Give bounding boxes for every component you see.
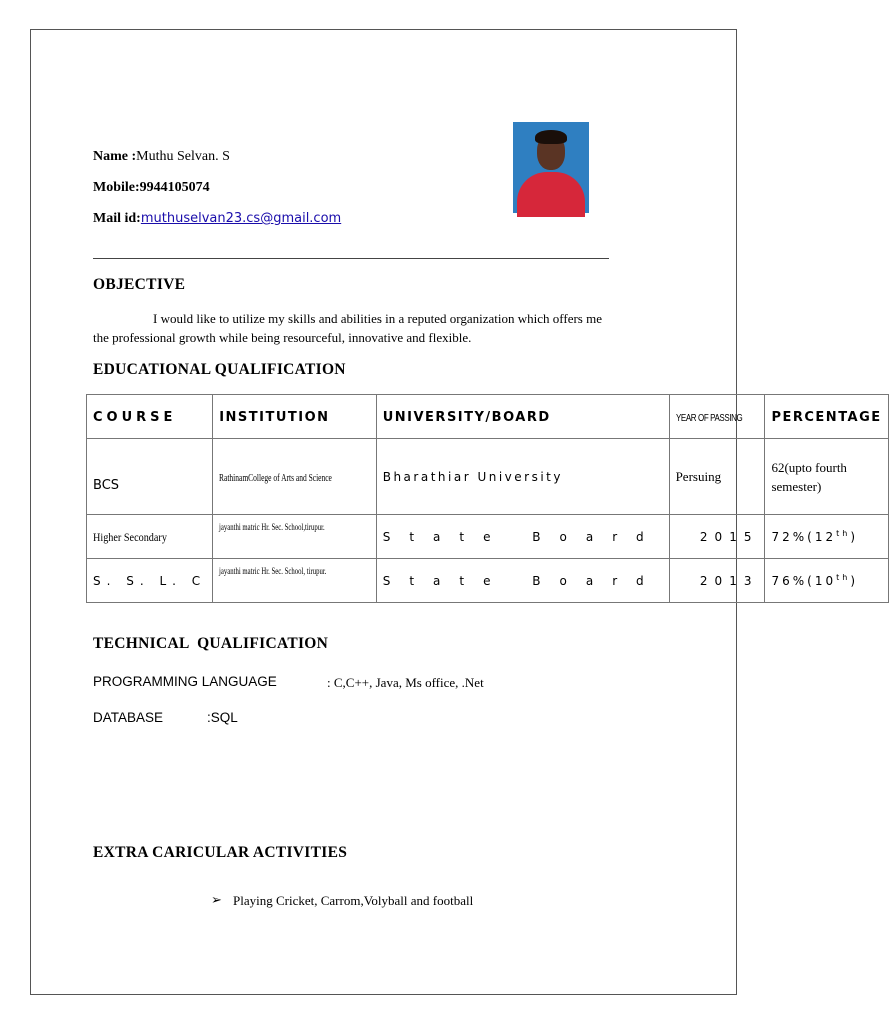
name-value: Muthu Selvan. S xyxy=(136,149,230,164)
table-row xyxy=(87,559,889,603)
cell-board: State Board xyxy=(376,515,669,559)
mail-link[interactable]: muthuselvan23.cs@gmail.com xyxy=(140,211,342,226)
mobile-line xyxy=(93,180,210,196)
cell-institution: RathinamCollege of Arts and Science xyxy=(213,439,377,515)
table-row xyxy=(87,439,889,515)
database-value: :SQL xyxy=(207,710,238,725)
education-heading: EDUCATIONAL QUALIFICATION xyxy=(93,361,346,378)
cell-course: Higher Secondary xyxy=(87,515,213,559)
column-header: INSTITUTION xyxy=(213,395,377,439)
mobile-label: Mobile: xyxy=(93,180,140,195)
technical-heading: TECHNICAL QUALIFICATION xyxy=(93,635,329,652)
cell-percentage: 76%(10th) xyxy=(765,559,888,603)
name-label: Name : xyxy=(93,149,137,164)
cell-year: 2013 xyxy=(669,559,765,603)
extra-heading: EXTRA CARICULAR ACTIVITIES xyxy=(93,844,348,861)
column-header: PERCENTAGE xyxy=(765,395,888,439)
cell-institution: jayanthi matric Hr. Sec. School,tirupur. xyxy=(213,515,377,559)
profile-photo xyxy=(513,122,589,213)
activity-item: Playing Cricket, Carrom,Volyball and football xyxy=(233,893,474,908)
cell-year: 2015 xyxy=(669,515,765,559)
mail-label: Mail id: xyxy=(93,211,141,226)
column-header: UNIVERSITY/BOARD xyxy=(376,395,669,439)
column-header: COURSE xyxy=(87,395,213,439)
cell-board: State Board xyxy=(376,559,669,603)
name-line xyxy=(93,149,230,165)
cell-year: Persuing xyxy=(669,439,765,515)
cell-course: BCS xyxy=(87,439,213,515)
bullet-icon: ➢ xyxy=(211,892,222,907)
mobile-value: 9944105074 xyxy=(139,180,210,195)
education-table xyxy=(86,394,889,603)
programming-label: PROGRAMMING LANGUAGE xyxy=(93,674,277,689)
objective-heading: OBJECTIVE xyxy=(93,276,186,293)
cell-institution: jayanthi matric Hr. Sec. School, tirupur. xyxy=(213,559,377,603)
mail-line xyxy=(93,211,341,227)
cell-board: Bharathiar University xyxy=(376,439,669,515)
cell-percentage: 62(upto fourth semester) xyxy=(765,439,888,515)
objective-line-2: the professional growth while being resourceful, innovative and flexible. xyxy=(93,330,472,345)
column-header: YEAR OF PASSING xyxy=(669,395,765,439)
cell-percentage: 72%(12th) xyxy=(765,515,888,559)
cell-course: S. S. L. C xyxy=(87,559,213,603)
database-label: DATABASE xyxy=(93,710,164,725)
divider xyxy=(93,258,609,259)
table-header-row xyxy=(87,395,889,439)
objective-line-1: I would like to utilize my skills and abilities in a reputed organization which offers me xyxy=(153,311,603,326)
programming-value: : C,C++, Java, Ms office, .Net xyxy=(327,675,484,690)
table-row xyxy=(87,515,889,559)
